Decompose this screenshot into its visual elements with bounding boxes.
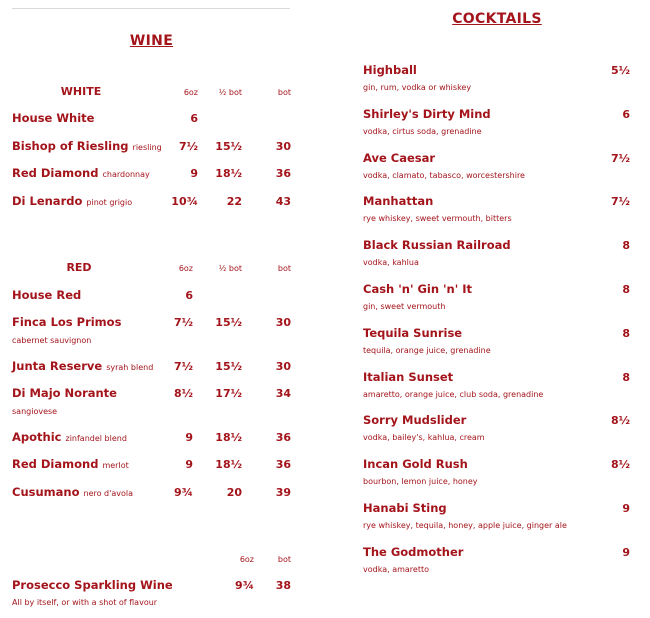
cocktail-desc: vodka, bailey's, kahlua, cream: [363, 433, 485, 443]
wine-name: House Red: [12, 288, 82, 302]
cocktail-name: Black Russian Railroad: [363, 238, 511, 253]
cocktail-price: 8: [622, 283, 630, 296]
price-6oz: 9: [185, 431, 193, 444]
wine-row: [12, 430, 127, 444]
cocktail-price: 9: [622, 545, 630, 559]
price-bot: 34: [275, 387, 291, 400]
cocktail-name: Ave Caesar: [363, 150, 436, 165]
cocktail-desc: vodka, amaretto: [363, 564, 429, 574]
sparkling-price-bot: 38: [275, 579, 291, 592]
price-bot: 30: [275, 360, 291, 373]
cocktail-desc: rye whiskey, tequila, honey, apple juice, ginger ale: [363, 521, 567, 530]
price-half-bot: 15½: [215, 316, 242, 329]
wine-row: [12, 315, 121, 329]
cocktail-name: The Godmother: [363, 544, 464, 559]
cocktail-name: Sorry Mudslider: [363, 413, 467, 428]
cocktails-section-title: COCKTAILS: [452, 11, 542, 27]
price-half-bot: 18½: [215, 431, 242, 444]
wine-name: Di Lenardo: [12, 194, 83, 208]
wine-varietal: sangiovese: [12, 407, 58, 416]
cocktail-desc: vodka, kahlua: [363, 258, 419, 268]
wine-varietal: cabernet sauvignon: [12, 336, 92, 345]
cocktail-price: 8: [622, 239, 630, 253]
white-col-bot: bot: [277, 88, 291, 97]
price-half-bot: 15½: [215, 140, 242, 153]
red-col-half-bot: ½ bot: [218, 264, 242, 273]
wine-varietal: zinfandel blend: [65, 434, 127, 443]
cocktail-price: 8: [622, 370, 630, 384]
price-6oz: 10¾: [171, 195, 198, 208]
wine-row: [12, 359, 153, 373]
price-bot: 30: [275, 316, 291, 329]
white-col-6oz: 6oz: [183, 88, 198, 97]
wine-name: Apothic: [12, 430, 62, 444]
cocktail-desc: gin, sweet vermouth: [363, 302, 446, 311]
price-half-bot: 22: [226, 195, 242, 208]
cocktail-price: 9: [622, 502, 630, 515]
cocktail-name: Highball: [363, 63, 417, 77]
price-6oz: 7½: [173, 360, 193, 373]
price-bot: 30: [275, 140, 291, 153]
wine-name: Junta Reserve: [12, 359, 103, 373]
cocktail-desc: vodka, clamato, tabasco, worcestershire: [363, 170, 525, 180]
wine-name: Red Diamond: [12, 457, 99, 471]
price-bot: 36: [275, 431, 291, 444]
cocktail-name: Manhattan: [363, 194, 434, 209]
wine-name: Finca Los Primos: [12, 315, 122, 329]
price-6oz: 8½: [173, 387, 193, 400]
sparkling-col-6oz: 6oz: [239, 555, 254, 564]
cocktail-price: 6: [622, 107, 630, 121]
wine-varietal: syrah blend: [106, 363, 154, 372]
cocktail-price: 8½: [610, 458, 630, 472]
wine-varietal: merlot: [102, 461, 129, 470]
cocktail-name: Hanabi Sting: [363, 501, 447, 515]
price-bot: 36: [275, 167, 291, 180]
cocktail-desc: gin, rum, vodka or whiskey: [363, 83, 472, 92]
price-half-bot: 15½: [215, 360, 242, 373]
price-6oz: 7½: [178, 140, 198, 153]
wine-varietal: pinot grigio: [86, 198, 133, 207]
sparkling-name: Prosecco Sparkling Wine: [12, 578, 173, 592]
wine-row: [12, 139, 162, 153]
price-6oz: 9: [190, 167, 198, 180]
cocktail-desc: vodka, cirtus soda, grenadine: [363, 126, 482, 136]
price-6oz: 7½: [173, 316, 193, 329]
cocktail-name: Incan Gold Rush: [363, 457, 468, 472]
wine-row: [12, 386, 117, 400]
red-header: RED: [66, 261, 92, 274]
cocktail-price: 5½: [610, 64, 630, 77]
white-col-half-bot: ½ bot: [218, 88, 242, 97]
wine-varietal: riesling: [132, 143, 162, 152]
cocktail-name: Shirley's Dirty Mind: [363, 106, 491, 121]
cocktail-name: Tequila Sunrise: [363, 325, 463, 340]
price-6oz: 6: [190, 112, 198, 125]
price-bot: 39: [275, 486, 291, 499]
price-half-bot: 20: [226, 486, 242, 499]
sparkling-price-6oz: 9¾: [234, 579, 254, 592]
cocktail-price: 8: [622, 326, 630, 340]
wine-name: Red Diamond: [12, 166, 99, 180]
wine-varietal: nero d'avola: [83, 489, 133, 498]
sparkling-col-bot: bot: [277, 555, 291, 564]
top-divider: [12, 8, 290, 9]
wine-row: [12, 485, 133, 499]
wine-section-title: WINE: [129, 33, 174, 49]
cocktail-price: 7½: [610, 151, 630, 165]
cocktail-price: 8½: [610, 414, 630, 428]
wine-row: [12, 288, 81, 302]
price-half-bot: 18½: [215, 458, 242, 471]
price-6oz: 9: [185, 458, 193, 471]
wine-row: [12, 457, 129, 471]
wine-row: [12, 111, 94, 125]
wine-varietal: chardonnay: [102, 170, 150, 179]
red-col-bot: bot: [277, 264, 291, 273]
wine-name: Di Majo Norante: [12, 386, 117, 400]
price-bot: 43: [275, 195, 291, 208]
price-half-bot: 18½: [215, 167, 242, 180]
red-col-6oz: 6oz: [178, 264, 193, 273]
cocktail-desc: tequila, orange juice, grenadine: [363, 345, 491, 355]
cocktail-name: Italian Sunset: [363, 369, 454, 384]
price-6oz: 9¾: [173, 486, 193, 499]
price-bot: 36: [275, 458, 291, 471]
sparkling-desc: All by itself, or with a shot of flavour: [12, 598, 158, 607]
white-header: WHITE: [60, 85, 102, 98]
price-half-bot: 17½: [215, 387, 242, 400]
cocktail-price: 7½: [610, 195, 630, 209]
cocktail-name: Cash 'n' Gin 'n' It: [363, 282, 473, 296]
cocktail-desc: rye whiskey, sweet vermouth, bitters: [363, 214, 512, 224]
wine-name: Cusumano: [12, 485, 80, 499]
wine-name: House White: [12, 111, 95, 125]
cocktail-desc: amaretto, orange juice, club soda, grenadine: [363, 389, 544, 399]
cocktail-desc: bourbon, lemon juice, honey: [363, 477, 478, 487]
wine-name: Bishop of Riesling: [12, 139, 129, 153]
wine-row: [12, 194, 132, 208]
wine-row: [12, 166, 150, 180]
price-6oz: 6: [185, 289, 193, 302]
